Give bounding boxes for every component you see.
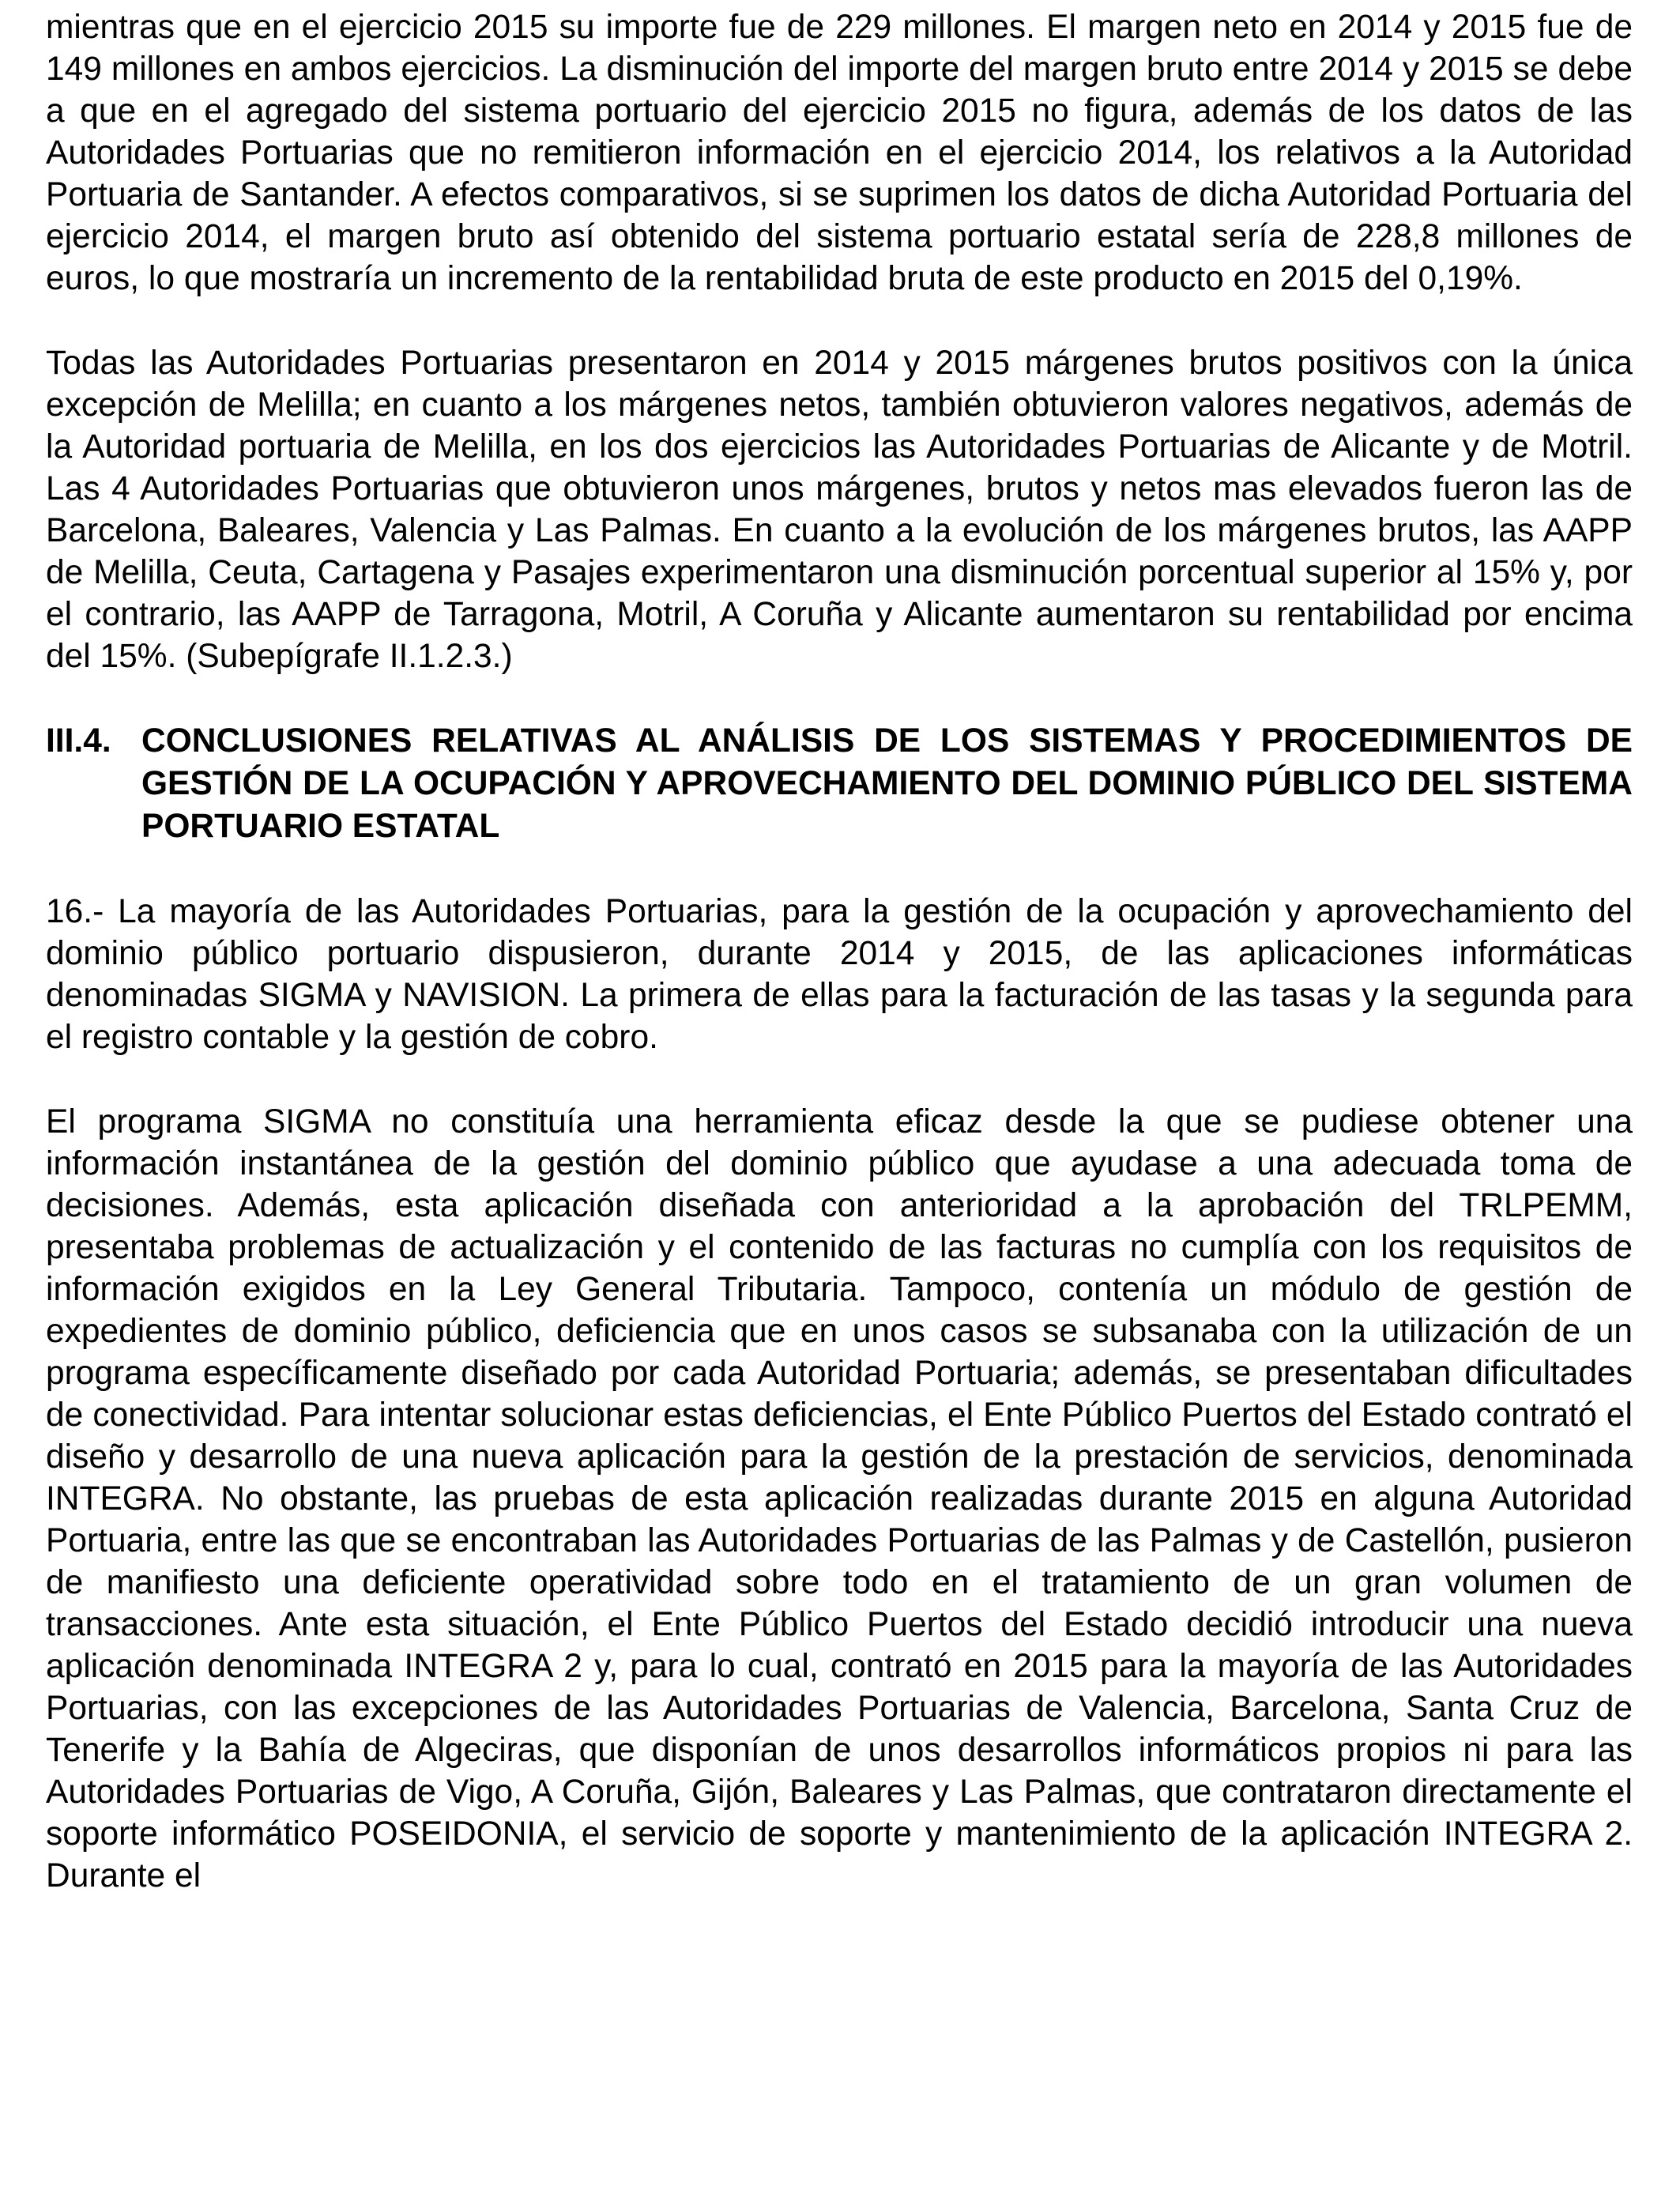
paragraph-conclusion-16: 16.- La mayoría de las Autoridades Portuarias, para la gestión de la ocupación y aprovechamiento del dominio público portuario dispusieron, durante 2014 y 2015, de las aplicaciones informáticas denominadas SIGMA y NAVISION. La primera de ellas para la facturación de las tasas y la segunda para el registro contable y la gestión de cobro. — [46, 893, 1633, 1056]
paragraph-gap — [46, 677, 1633, 720]
paragraph-port-authorities-margins: Todas las Autoridades Portuarias presentaron en 2014 y 2015 márgenes brutos positivos con la única excepción de Melilla; en cuanto a los márgenes netos, también obtuvieron valores negativos, además de la Autoridad portuaria de Melilla, en los dos ejercicios las Autoridades Portuarias de Alicante y de Motril. Las 4 Autoridades Portuarias que obtuvieron unos márgenes, brutos y netos mas elevados fueron las de Barcelona, Baleares, Valencia y Las Palmas. En cuanto a la evolución de los márgenes brutos, las AAPP de Melilla, Ceuta, Cartagena y Pasajes experimentaron una disminución porcentual superior al 15% y, por el contrario, las AAPP de Tarragona, Motril, A Coruña y Alicante aumentaron su rentabilidad por encima del 15%. (Subepígrafe II.1.2.3.) — [46, 345, 1633, 675]
paragraph-sigma-program: El programa SIGMA no constituía una herramienta eficaz desde la que se pudiese obtener una información instantánea de la gestión del dominio público que ayudase a una adecuada toma de decisiones. Además, esta aplicación diseñada con anterioridad a la aprobación del TRLPEMM, presentaba problemas de actualización y el contenido de las facturas no cumplía con los requisitos de información exigidos en la Ley General Tributaria. Tampoco, contenía un módulo de gestión de expedientes de dominio público, deficiencia que en unos casos se subsanaba con la utilización de un programa específicamente diseñado por cada Autoridad Portuaria; además, se presentaban dificultades de conectividad. Para intentar solucionar estas deficiencias, el Ente Público Puertos del Estado contrató el diseño y desarrollo de una nueva aplicación para la gestión de la prestación de servicios, denominada INTEGRA. No obstante, las pruebas de esta aplicación realizadas durante 2015 en alguna Autoridad Portuaria, entre las que se encontraban las Autoridades Portuarias de las Palmas y de Castellón, pusieron de manifiesto una deficiente operatividad sobre todo en el tratamiento de un gran volumen de transacciones. Ante esta situación, el Ente Público Puertos del Estado decidió introducir una nueva aplicación denominada INTEGRA 2 y, para lo cual, contrató en 2015 para la mayoría de las Autoridades Portuarias, con las excepciones de las Autoridades Portuarias de Valencia, Barcelona, Santa Cruz de Tenerife y la Bahía de Algeciras, que disponían de unos desarrollos informáticos propios ni para las Autoridades Portuarias de Vigo, A Coruña, Gijón, Baleares y Las Palmas, que contrataron directamente el soporte informático POSEIDONIA, el servicio de soporte y mantenimiento de la aplicación INTEGRA 2. Durante el — [46, 1103, 1633, 1894]
paragraph-margins-2015: mientras que en el ejercicio 2015 su importe fue de 229 millones. El margen neto en 2014 y 2015 fue de 149 millones en ambos ejercicios. La disminución del importe del margen bruto entre 2014 y 2015 se debe a que en el agregado del sistema portuario del ejercicio 2015 no figura, además de los datos de las Autoridades Portuarias que no remitieron información en el ejercicio 2014, los relativos a la Autoridad Portuaria de Santander. A efectos comparativos, si se suprimen los datos de dicha Autoridad Portuaria del ejercicio 2014, el margen bruto así obtenido del sistema portuario estatal sería de 228,8 millones de euros, lo que mostraría un incremento de la rentabilidad bruta de este producto en 2015 del 0,19%. — [46, 9, 1633, 297]
document-page — [46, 6, 1633, 1897]
section-number: III.4. — [46, 722, 111, 760]
section-heading — [46, 720, 1633, 848]
paragraph-gap — [46, 848, 1633, 891]
paragraph-gap — [46, 300, 1633, 342]
section-title: CONCLUSIONES RELATIVAS AL ANÁLISIS DE LOS SISTEMAS Y PROCEDIMIENTOS DE GESTIÓN DE LA OCUPACIÓN Y APROVECHAMIENTO DEL DOMINIO PÚBLICO DEL SISTEMA PORTUARIO ESTATAL — [141, 722, 1633, 845]
paragraph-gap — [46, 1058, 1633, 1101]
